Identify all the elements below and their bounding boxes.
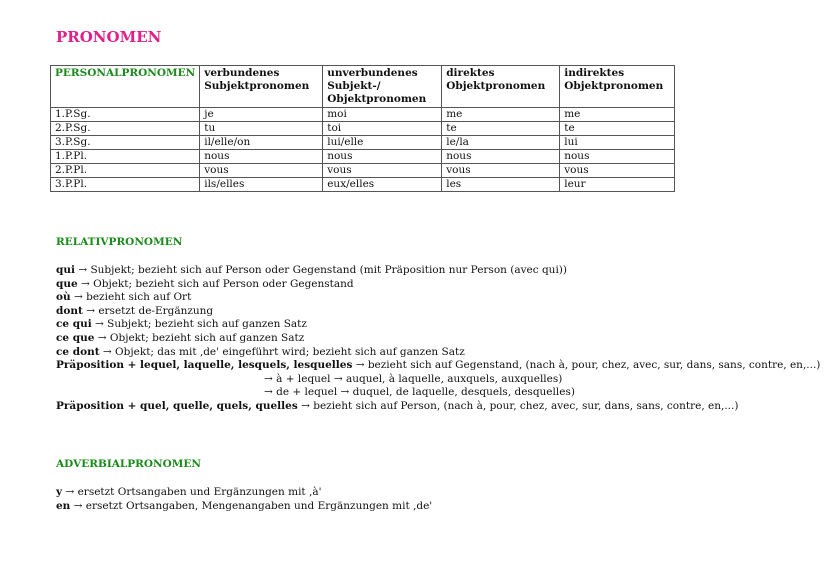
table-row [51,178,675,192]
table-cell: ils/elles [200,178,323,192]
definition: → Objekt; bezieht sich auf ganzen Satz [97,331,305,344]
table-cell: toi [323,122,442,136]
table-cell: me [560,108,675,122]
relativpronomen-heading: RELATIVPRONOMEN [56,236,183,248]
table-cell: il/elle/on [200,136,323,150]
table-cell: 2.P.Sg. [51,122,200,136]
definition: → Subjekt; bezieht sich auf ganzen Satz [95,318,307,331]
header-cell: indirektes Objektpronomen [560,66,675,108]
definition: → bezieht sich auf Gegenstand, (nach à, pour, chez, avec, sur, dans, sans, contre, en,...) [355,359,821,372]
header-cell: PERSONALPRONOMEN [51,66,200,108]
table-cell: vous [442,164,560,178]
term: où [56,291,71,304]
list-item [56,400,820,414]
list-item [56,500,432,514]
table-cell: leur [560,178,675,192]
table-row [51,136,675,150]
term: ce dont [56,345,100,358]
table-cell: vous [560,164,675,178]
list-item [56,278,820,292]
list-item [56,386,820,400]
adverbialpronomen-list [56,486,432,513]
term: dont [56,304,83,317]
table-cell: lui [560,136,675,150]
table-cell: tu [200,122,323,136]
definition: → à + lequel → auquel, à laquelle, auxquels, auxquelles) [264,372,563,385]
term: Präposition + quel, quelle, quels, quelles [56,399,298,412]
header-cell: direktes Objektpronomen [442,66,560,108]
term: ce qui [56,318,92,331]
table-cell: nous [442,150,560,164]
term: qui [56,264,75,276]
table-cell: 1.P.Pl. [51,150,200,164]
term: ce que [56,331,95,344]
table-cell: nous [200,150,323,164]
definition: → ersetzt de-Ergänzung [86,304,214,317]
table-cell: 1.P.Sg. [51,108,200,122]
table-cell: le/la [442,136,560,150]
table-cell: vous [200,164,323,178]
list-item [56,291,820,305]
term: Präposition + lequel, laquelle, lesquels, lesquelles [56,359,353,372]
table-cell: me [442,108,560,122]
adverbialpronomen-heading: ADVERBIALPRONOMEN [56,458,201,470]
relativpronomen-list [56,264,820,414]
term: que [56,277,78,290]
list-item [56,264,820,278]
list-item [56,373,820,387]
header-cell: unverbundenes Subjekt-/ Objektpronomen [323,66,442,108]
table-row [51,150,675,164]
list-item [56,486,432,500]
definition: → ersetzt Ortsangaben und Ergänzungen mit ‚à' [65,486,322,498]
table-cell: je [200,108,323,122]
table-cell: vous [323,164,442,178]
table-cell: eux/elles [323,178,442,192]
definition: → bezieht sich auf Ort [73,291,192,304]
definition: → Subjekt; bezieht sich auf Person oder Gegenstand (mit Präposition nur Person (avec qui)) [78,264,567,276]
table-row [51,164,675,178]
table-cell: te [442,122,560,136]
page-title: PRONOMEN [56,28,162,46]
term: en [56,499,71,512]
table-cell: moi [323,108,442,122]
table-cell: 3.P.Pl. [51,178,200,192]
table-cell: 3.P.Sg. [51,136,200,150]
list-item [56,332,820,346]
table-row [51,108,675,122]
definition: → bezieht sich auf Person, (nach à, pour, chez, avec, sur, dans, sans, contre, en,...) [301,399,739,412]
definition: → Objekt; bezieht sich auf Person oder Gegenstand [81,277,354,290]
header-cell: verbundenes Subjektpronomen [200,66,323,108]
table-cell: les [442,178,560,192]
personalpronomen-table [50,65,675,192]
table-cell: 2.P.Pl. [51,164,200,178]
table-cell: nous [560,150,675,164]
table-cell: te [560,122,675,136]
table-cell: nous [323,150,442,164]
list-item [56,346,820,360]
table-row [51,122,675,136]
definition: → Objekt; das mit ‚de' eingeführt wird; bezieht sich auf ganzen Satz [102,345,465,358]
table-header-row [51,66,675,108]
list-item [56,359,820,373]
list-item [56,305,820,319]
definition: → de + lequel → duquel, de laquelle, desquels, desquelles) [264,386,575,399]
definition: → ersetzt Ortsangaben, Mengenangaben und Ergänzungen mit ‚de' [73,499,433,512]
table-cell: lui/elle [323,136,442,150]
list-item [56,318,820,332]
term: y [56,486,63,498]
